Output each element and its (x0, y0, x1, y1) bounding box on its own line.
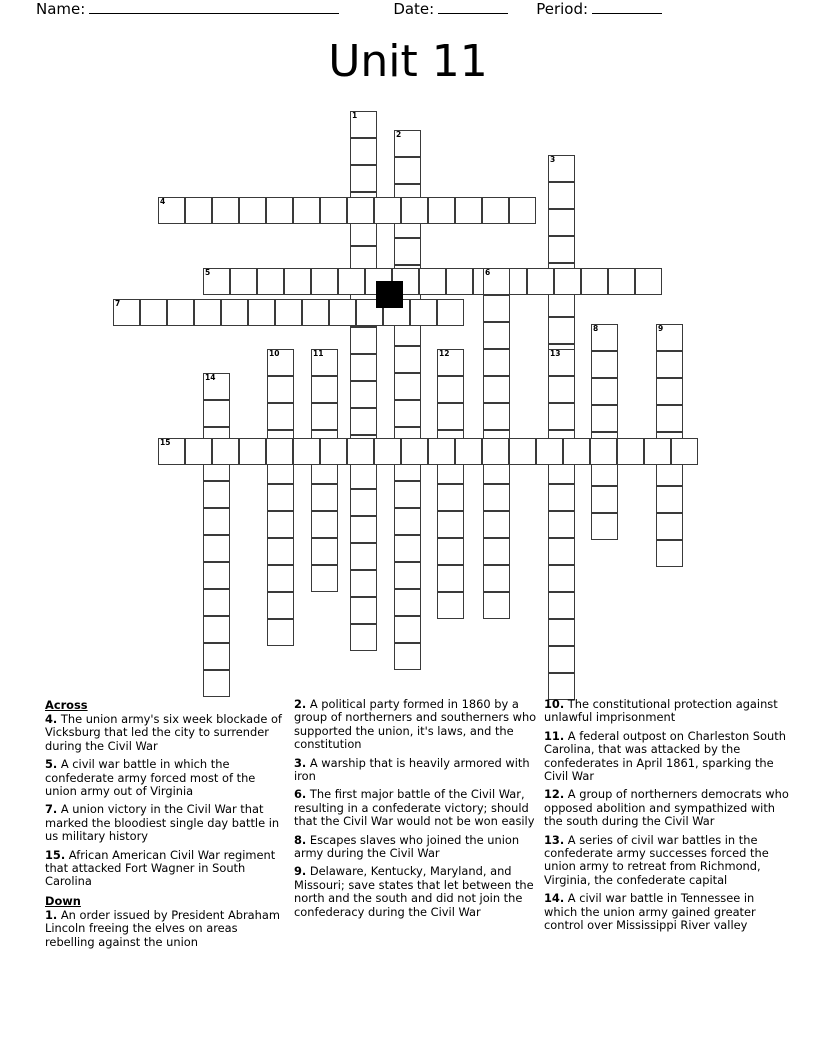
clue-item (544, 730, 789, 784)
crossword-cell[interactable] (350, 597, 377, 624)
crossword-cell[interactable] (548, 182, 575, 209)
crossword-cell[interactable] (203, 535, 230, 562)
clue-number-2: 2 (396, 130, 402, 139)
crossword-cell[interactable] (158, 438, 185, 465)
crossword-cell[interactable] (203, 589, 230, 616)
clue-number-4: 4 (160, 197, 166, 206)
crossword-cell[interactable] (509, 197, 536, 224)
down-clue-list-part2 (294, 698, 539, 919)
crossword-cell[interactable] (203, 643, 230, 670)
period-blank-line[interactable] (592, 0, 662, 14)
crossword-cell[interactable] (527, 268, 554, 295)
clue-text: An order issued by President Abraham Lincoln freeing the elves on areas rebelling against the union (45, 907, 280, 949)
clue-number-13: 13 (550, 349, 561, 358)
crossword-cell[interactable] (267, 619, 294, 646)
crossword-cell[interactable] (212, 438, 239, 465)
crossword-cell[interactable] (311, 511, 338, 538)
crossword-cell[interactable] (581, 268, 608, 295)
crossword-cell[interactable] (437, 349, 464, 376)
crossword-cell[interactable] (293, 438, 320, 465)
clue-text: Delaware, Kentucky, Maryland, and Missouri; save states that let between the north and the south and did not join the confederacy during the Civil War (294, 864, 534, 919)
crossword-cell[interactable] (401, 197, 428, 224)
crossword-cell[interactable] (635, 268, 662, 295)
crossword-cell[interactable] (185, 438, 212, 465)
crossword-cell[interactable] (548, 403, 575, 430)
clue-number: 3. (294, 755, 307, 770)
clue-number: 11. (544, 728, 565, 743)
crossword-cell[interactable] (548, 376, 575, 403)
clue-number-10: 10 (269, 349, 280, 358)
clues-column-1 (45, 698, 290, 968)
clue-number: 6. (294, 787, 307, 802)
crossword-cell[interactable] (394, 130, 421, 157)
clue-number-5: 5 (205, 268, 211, 277)
crossword-cell[interactable] (267, 403, 294, 430)
crossword-cell[interactable] (320, 438, 347, 465)
crossword-cell[interactable] (394, 616, 421, 643)
crossword-cell[interactable] (311, 403, 338, 430)
crossword-cell[interactable] (656, 351, 683, 378)
clue-number-6: 6 (485, 268, 491, 277)
clue-number: 2. (294, 697, 307, 711)
crossword-cell[interactable] (437, 511, 464, 538)
crossword-cell[interactable] (311, 349, 338, 376)
down-heading: Down (45, 893, 81, 908)
clue-number: 13. (544, 832, 565, 847)
crossword-cell[interactable] (239, 438, 266, 465)
crossword-cell[interactable] (548, 155, 575, 182)
crossword-cell[interactable] (248, 299, 275, 326)
crossword-cell[interactable] (203, 373, 230, 400)
crossword-cell[interactable] (656, 486, 683, 513)
clue-item (294, 865, 539, 919)
clue-text: The union army's six week blockade of Vicksburg that led the city to surrender during the Civil War (45, 712, 282, 753)
clues-column-2 (294, 698, 539, 968)
crossword-cell[interactable] (437, 403, 464, 430)
crossword-cell[interactable] (548, 209, 575, 236)
clue-item (294, 698, 539, 752)
clue-item (45, 849, 290, 889)
clue-text: A union victory in the Civil War that marked the bloodiest single day battle in us military history (45, 802, 280, 844)
crossword-cell[interactable] (350, 462, 377, 489)
crossword-cell[interactable] (483, 565, 510, 592)
date-blank-line[interactable] (438, 0, 508, 14)
down-clue-list-part1 (45, 909, 290, 949)
clue-item (544, 892, 789, 932)
crossword-cell[interactable] (140, 299, 167, 326)
crossword-cell[interactable] (394, 535, 421, 562)
crossword-cell[interactable] (656, 324, 683, 351)
crossword-cell[interactable] (266, 438, 293, 465)
crossword-cell[interactable] (350, 165, 377, 192)
clue-number-15: 15 (160, 438, 171, 447)
crossword-cell[interactable] (350, 489, 377, 516)
crossword-cell[interactable] (437, 592, 464, 619)
clue-number: 10. (544, 697, 565, 711)
crossword-cell[interactable] (267, 565, 294, 592)
crossword-cell[interactable] (428, 197, 455, 224)
crossword-cell[interactable] (394, 589, 421, 616)
crossword-grid[interactable] (113, 111, 713, 691)
clue-item (45, 758, 290, 798)
clue-number: 1. (45, 907, 58, 922)
clue-text: A civil war battle in which the confederate army forced most of the union army out of Virginia (45, 757, 256, 799)
crossword-cell[interactable] (350, 624, 377, 651)
clue-text: Escapes slaves who joined the union army during the Civil War (294, 832, 520, 861)
crossword-cell[interactable] (203, 508, 230, 535)
clue-number-7: 7 (115, 299, 121, 308)
clue-number-8: 8 (593, 324, 599, 333)
crossword-cell[interactable] (656, 378, 683, 405)
crossword-cell[interactable] (455, 438, 482, 465)
crossword-cell[interactable] (284, 268, 311, 295)
crossword-cell[interactable] (590, 438, 617, 465)
clues-region (0, 698, 816, 968)
crossword-cell[interactable] (591, 405, 618, 432)
crossword-cell[interactable] (548, 673, 575, 700)
clue-text: A federal outpost on Charleston South Carolina, that was attacked by the confederates in April 1861, sparking the Civil War (544, 728, 786, 784)
crossword-cell[interactable] (591, 324, 618, 351)
crossword-cell[interactable] (548, 565, 575, 592)
crossword-cell[interactable] (591, 351, 618, 378)
crossword-cell[interactable] (548, 236, 575, 263)
student-info-header (0, 0, 816, 26)
crossword-cell[interactable] (347, 197, 374, 224)
crossword-cell[interactable] (350, 138, 377, 165)
crossword-cell[interactable] (311, 268, 338, 295)
crossword-cell[interactable] (394, 238, 421, 265)
crossword-cell[interactable] (656, 405, 683, 432)
clue-number: 8. (294, 832, 307, 847)
across-heading: Across (45, 698, 88, 712)
crossword-cell[interactable] (437, 484, 464, 511)
clue-item (544, 698, 789, 725)
crossword-cell[interactable] (350, 111, 377, 138)
crossword-cell[interactable] (483, 592, 510, 619)
clue-number-1: 1 (352, 111, 358, 120)
crossword-cell[interactable] (257, 268, 284, 295)
crossword-cell[interactable] (437, 538, 464, 565)
name-blank-line[interactable] (89, 0, 339, 14)
clue-number: 14. (544, 891, 565, 906)
crossword-cell[interactable] (350, 570, 377, 597)
clue-text: The constitutional protection against unlawful imprisonment (544, 697, 778, 725)
crossword-cell[interactable] (221, 299, 248, 326)
crossword-cell[interactable] (548, 646, 575, 673)
clue-number: 4. (45, 712, 58, 726)
crossword-cell[interactable] (185, 197, 212, 224)
crossword-cell[interactable] (483, 349, 510, 376)
crossword-cell[interactable] (266, 197, 293, 224)
clue-text: African American Civil War regiment that attacked Fort Wagner in South Carolina (45, 847, 276, 889)
crossword-cell[interactable] (350, 381, 377, 408)
crossword-cell[interactable] (267, 511, 294, 538)
crossword-cell[interactable] (311, 484, 338, 511)
clue-item (294, 834, 539, 861)
crossword-cell[interactable] (656, 540, 683, 567)
clue-number: 7. (45, 802, 58, 817)
crossword-cell[interactable] (203, 616, 230, 643)
crossword-cell[interactable] (394, 346, 421, 373)
clue-item (45, 803, 290, 843)
crossword-cell[interactable] (536, 438, 563, 465)
crossword-cell[interactable] (608, 268, 635, 295)
crossword-cell[interactable] (113, 299, 140, 326)
down-clue-list-part3 (544, 698, 789, 933)
crossword-cell[interactable] (394, 562, 421, 589)
crossword-cell[interactable] (212, 197, 239, 224)
crossword-cell[interactable] (483, 484, 510, 511)
crossword-cell[interactable] (194, 299, 221, 326)
crossword-cell[interactable] (275, 299, 302, 326)
crossword-cell[interactable] (483, 511, 510, 538)
crossword-cell[interactable] (347, 438, 374, 465)
crossword-cell[interactable] (158, 197, 185, 224)
crossword-cell[interactable] (350, 408, 377, 435)
crossword-cell[interactable] (394, 157, 421, 184)
crossword-cell[interactable] (203, 562, 230, 589)
crossword-cell[interactable] (311, 538, 338, 565)
crossword-cell[interactable] (482, 438, 509, 465)
crossword-cell[interactable] (591, 378, 618, 405)
crossword-cell[interactable] (617, 438, 644, 465)
crossword-cell[interactable] (591, 513, 618, 540)
crossword-cell[interactable] (267, 349, 294, 376)
clue-number-14: 14 (205, 373, 216, 382)
crossword-cell[interactable] (482, 197, 509, 224)
crossword-cell[interactable] (239, 197, 266, 224)
crossword-cell[interactable] (230, 268, 257, 295)
crossword-cell[interactable] (419, 268, 446, 295)
clue-item (294, 757, 539, 784)
clues-column-3 (544, 698, 789, 968)
clue-text: The first major battle of the Civil War, resulting in a confederate victory; should that the Civil War would not be won easily (294, 787, 535, 829)
crossword-cell[interactable] (446, 268, 473, 295)
crossword-cell[interactable] (455, 197, 482, 224)
date-field-group (393, 0, 508, 18)
crossword-cell[interactable] (203, 268, 230, 295)
crossword-cell[interactable] (350, 543, 377, 570)
date-label: Date: (393, 0, 435, 18)
crossword-cell[interactable] (394, 481, 421, 508)
clue-item (544, 834, 789, 888)
crossword-cell[interactable] (656, 513, 683, 540)
crossword-cell[interactable] (338, 268, 365, 295)
crossword-cell[interactable] (483, 295, 510, 322)
crossword-cell[interactable] (548, 538, 575, 565)
crossword-cell[interactable] (437, 376, 464, 403)
clue-number: 12. (544, 787, 565, 802)
clue-number: 9. (294, 864, 307, 879)
clue-number-3: 3 (550, 155, 556, 164)
crossword-cell[interactable] (203, 400, 230, 427)
clue-number-12: 12 (439, 349, 450, 358)
crossword-cell[interactable] (548, 484, 575, 511)
crossword-cell[interactable] (509, 438, 536, 465)
crossword-cell[interactable] (410, 299, 437, 326)
crossword-cell[interactable] (483, 268, 510, 295)
crossword-cell[interactable] (401, 438, 428, 465)
crossword-cell[interactable] (644, 438, 671, 465)
page-title: Unit 11 (328, 36, 488, 87)
crossword-cell[interactable] (548, 619, 575, 646)
crossword-cell[interactable] (203, 481, 230, 508)
crossword-cell[interactable] (671, 438, 698, 465)
crossword-cell[interactable] (394, 508, 421, 535)
clue-text: A group of northerners democrats who opposed abolition and sympathized with the south during the Civil War (544, 787, 789, 829)
crossword-cell[interactable] (350, 354, 377, 381)
crossword-cell[interactable] (267, 376, 294, 403)
clue-number-11: 11 (313, 349, 324, 358)
crossword-cell[interactable] (302, 299, 329, 326)
crossword-cell[interactable] (483, 322, 510, 349)
crossword-cell[interactable] (548, 349, 575, 376)
crossword-cell[interactable] (483, 376, 510, 403)
clue-text: A political party formed in 1860 by a group of northerners and southerners who supported the union, it's laws, and the constitution (294, 697, 537, 752)
crossword-cell[interactable] (483, 538, 510, 565)
crossword-cell[interactable] (267, 538, 294, 565)
clue-text: A series of civil war battles in the confederate army successes forced the union army to retreat from Richmond, Virginia, the confederate capital (544, 832, 769, 887)
across-clue-list (45, 713, 290, 889)
crossword-cell[interactable] (374, 438, 401, 465)
clue-item (45, 909, 290, 949)
crossword-cell[interactable] (350, 516, 377, 543)
crossword-cell[interactable] (548, 317, 575, 344)
clue-item (544, 788, 789, 828)
crossword-cell[interactable] (293, 197, 320, 224)
clue-number: 15. (45, 847, 66, 862)
crossword-cell[interactable] (311, 376, 338, 403)
crossword-cell[interactable] (267, 484, 294, 511)
crossword-cell[interactable] (483, 403, 510, 430)
crossword-cell[interactable] (311, 565, 338, 592)
name-label: Name: (36, 0, 86, 18)
crossword-cell[interactable] (394, 643, 421, 670)
crossword-cell[interactable] (394, 400, 421, 427)
crossword-cell[interactable] (167, 299, 194, 326)
clue-number: 5. (45, 757, 58, 772)
crossword-cell[interactable] (394, 373, 421, 400)
crossword-cell[interactable] (203, 670, 230, 697)
crossword-cell[interactable] (329, 299, 356, 326)
crossword-cell[interactable] (350, 327, 377, 354)
period-label: Period: (536, 0, 589, 18)
crossword-cell[interactable] (320, 197, 347, 224)
crossword-block-cell (376, 281, 403, 308)
crossword-cell[interactable] (548, 511, 575, 538)
crossword-cell[interactable] (563, 438, 590, 465)
crossword-cell[interactable] (437, 299, 464, 326)
clue-text: A warship that is heavily armored with iron (294, 755, 530, 784)
clue-number-9: 9 (658, 324, 664, 333)
crossword-cell[interactable] (267, 592, 294, 619)
crossword-cell[interactable] (374, 197, 401, 224)
clue-text: A civil war battle in Tennessee in which the union army gained greater control over Mississippi River valley (544, 891, 756, 933)
crossword-cell[interactable] (437, 565, 464, 592)
period-field-group (536, 0, 662, 18)
clue-item (45, 713, 290, 753)
crossword-cell[interactable] (428, 438, 455, 465)
crossword-cell[interactable] (554, 268, 581, 295)
crossword-cell[interactable] (591, 486, 618, 513)
name-field-group (36, 0, 339, 18)
crossword-cell[interactable] (548, 592, 575, 619)
clue-item (294, 788, 539, 828)
